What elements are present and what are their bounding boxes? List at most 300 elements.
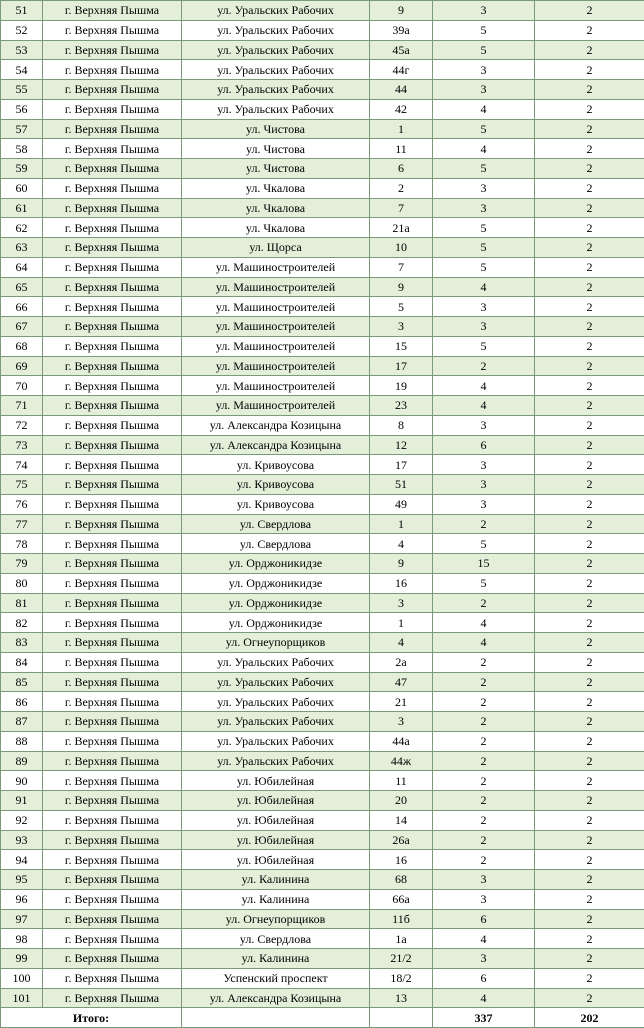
row-number: 58 — [1, 139, 43, 159]
table-row — [1, 652, 644, 672]
street-cell: ул. Юбилейная — [182, 850, 370, 870]
street-cell: ул. Уральских Рабочих — [182, 672, 370, 692]
street-cell: ул. Уральских Рабочих — [182, 652, 370, 672]
table-row — [1, 396, 644, 416]
value-col5-cell: 4 — [433, 396, 535, 416]
house-number-cell: 10 — [370, 238, 433, 258]
value-col6-cell: 2 — [535, 968, 644, 988]
row-number: 65 — [1, 277, 43, 297]
row-number: 70 — [1, 376, 43, 396]
table-row — [1, 791, 644, 811]
value-col5-cell: 2 — [433, 712, 535, 732]
row-number: 87 — [1, 712, 43, 732]
city-cell: г. Верхняя Пышма — [43, 1, 182, 21]
row-number: 62 — [1, 218, 43, 238]
house-number-cell: 11 — [370, 139, 433, 159]
table-row — [1, 376, 644, 396]
value-col6-cell: 2 — [535, 731, 644, 751]
value-col6-cell: 2 — [535, 889, 644, 909]
city-cell: г. Верхняя Пышма — [43, 238, 182, 258]
row-number: 101 — [1, 988, 43, 1008]
value-col6-cell: 2 — [535, 672, 644, 692]
value-col5-cell: 3 — [433, 317, 535, 337]
row-number: 53 — [1, 40, 43, 60]
city-cell: г. Верхняя Пышма — [43, 178, 182, 198]
street-cell: ул. Уральских Рабочих — [182, 731, 370, 751]
row-number: 100 — [1, 968, 43, 988]
value-col6-cell: 2 — [535, 198, 644, 218]
value-col6-cell: 2 — [535, 810, 644, 830]
house-number-cell: 13 — [370, 988, 433, 1008]
city-cell: г. Верхняя Пышма — [43, 159, 182, 179]
house-number-cell: 11б — [370, 909, 433, 929]
street-cell: ул. Уральских Рабочих — [182, 692, 370, 712]
value-col6-cell: 2 — [535, 909, 644, 929]
table-row — [1, 99, 644, 119]
row-number: 97 — [1, 909, 43, 929]
value-col5-cell: 4 — [433, 99, 535, 119]
house-number-cell: 5 — [370, 297, 433, 317]
value-col5-cell: 5 — [433, 573, 535, 593]
house-number-cell: 14 — [370, 810, 433, 830]
street-cell: ул. Кривоусова — [182, 494, 370, 514]
street-cell: ул. Машиностроителей — [182, 317, 370, 337]
value-col6-cell: 2 — [535, 159, 644, 179]
value-col5-cell: 2 — [433, 830, 535, 850]
city-cell: г. Верхняя Пышма — [43, 198, 182, 218]
city-cell: г. Верхняя Пышма — [43, 119, 182, 139]
city-cell: г. Верхняя Пышма — [43, 830, 182, 850]
value-col6-cell: 2 — [535, 988, 644, 1008]
city-cell: г. Верхняя Пышма — [43, 40, 182, 60]
value-col5-cell: 15 — [433, 554, 535, 574]
house-number-cell: 44а — [370, 731, 433, 751]
row-number: 88 — [1, 731, 43, 751]
value-col5-cell: 2 — [433, 692, 535, 712]
row-number: 64 — [1, 257, 43, 277]
value-col6-cell: 2 — [535, 297, 644, 317]
street-cell: Успенский проспект — [182, 968, 370, 988]
table-row — [1, 573, 644, 593]
value-col5-cell: 5 — [433, 20, 535, 40]
row-number: 84 — [1, 652, 43, 672]
city-cell: г. Верхняя Пышма — [43, 218, 182, 238]
street-cell: ул. Орджоникидзе — [182, 613, 370, 633]
table-row — [1, 613, 644, 633]
street-cell: ул. Юбилейная — [182, 810, 370, 830]
street-cell: ул. Чкалова — [182, 178, 370, 198]
value-col6-cell: 2 — [535, 60, 644, 80]
house-number-cell: 23 — [370, 396, 433, 416]
house-number-cell: 1 — [370, 613, 433, 633]
value-col6-cell: 2 — [535, 257, 644, 277]
value-col6-cell: 2 — [535, 514, 644, 534]
city-cell: г. Верхняя Пышма — [43, 396, 182, 416]
row-number: 73 — [1, 435, 43, 455]
row-number: 68 — [1, 336, 43, 356]
row-number: 75 — [1, 475, 43, 495]
value-col5-cell: 3 — [433, 949, 535, 969]
city-cell: г. Верхняя Пышма — [43, 415, 182, 435]
table-row — [1, 870, 644, 890]
total-label: Итого: — [1, 1008, 182, 1028]
street-cell: ул. Огнеупорщиков — [182, 633, 370, 653]
value-col5-cell: 3 — [433, 455, 535, 475]
house-number-cell: 17 — [370, 356, 433, 376]
row-number: 67 — [1, 317, 43, 337]
row-number: 60 — [1, 178, 43, 198]
house-number-cell: 16 — [370, 850, 433, 870]
value-col6-cell: 2 — [535, 475, 644, 495]
street-cell: ул. Чистова — [182, 139, 370, 159]
house-number-cell: 66а — [370, 889, 433, 909]
value-col6-cell: 2 — [535, 435, 644, 455]
value-col6-cell: 2 — [535, 791, 644, 811]
row-number: 66 — [1, 297, 43, 317]
row-number: 94 — [1, 850, 43, 870]
street-cell: ул. Свердлова — [182, 929, 370, 949]
house-number-cell: 9 — [370, 554, 433, 574]
row-number: 56 — [1, 99, 43, 119]
house-number-cell: 1 — [370, 514, 433, 534]
value-col5-cell: 2 — [433, 514, 535, 534]
table-row — [1, 475, 644, 495]
city-cell: г. Верхняя Пышма — [43, 929, 182, 949]
value-col5-cell: 6 — [433, 909, 535, 929]
value-col5-cell: 3 — [433, 870, 535, 890]
street-cell: ул. Калинина — [182, 889, 370, 909]
house-number-cell: 3 — [370, 712, 433, 732]
value-col5-cell: 2 — [433, 810, 535, 830]
value-col5-cell: 2 — [433, 652, 535, 672]
street-cell: ул. Машиностроителей — [182, 297, 370, 317]
table-row — [1, 60, 644, 80]
value-col5-cell: 5 — [433, 159, 535, 179]
value-col6-cell: 2 — [535, 692, 644, 712]
total-empty-street — [182, 1008, 370, 1028]
table-row — [1, 317, 644, 337]
table-body — [1, 1, 644, 1008]
house-number-cell: 16 — [370, 573, 433, 593]
value-col5-cell: 3 — [433, 198, 535, 218]
street-cell: ул. Кривоусова — [182, 455, 370, 475]
table-row — [1, 771, 644, 791]
street-cell: ул. Уральских Рабочих — [182, 99, 370, 119]
city-cell: г. Верхняя Пышма — [43, 652, 182, 672]
street-cell: ул. Уральских Рабочих — [182, 20, 370, 40]
value-col6-cell: 2 — [535, 613, 644, 633]
row-number: 96 — [1, 889, 43, 909]
row-number: 78 — [1, 534, 43, 554]
city-cell: г. Верхняя Пышма — [43, 870, 182, 890]
city-cell: г. Верхняя Пышма — [43, 376, 182, 396]
value-col5-cell: 4 — [433, 613, 535, 633]
value-col5-cell: 5 — [433, 257, 535, 277]
house-number-cell: 42 — [370, 99, 433, 119]
total-empty-house — [370, 1008, 433, 1028]
value-col6-cell: 2 — [535, 593, 644, 613]
table-row — [1, 415, 644, 435]
house-number-cell: 39а — [370, 20, 433, 40]
house-number-cell: 9 — [370, 277, 433, 297]
table-row — [1, 731, 644, 751]
house-number-cell: 9 — [370, 1, 433, 21]
row-number: 77 — [1, 514, 43, 534]
row-number: 79 — [1, 554, 43, 574]
value-col6-cell: 2 — [535, 494, 644, 514]
row-number: 63 — [1, 238, 43, 258]
value-col6-cell: 2 — [535, 415, 644, 435]
value-col5-cell: 4 — [433, 633, 535, 653]
row-number: 76 — [1, 494, 43, 514]
value-col5-cell: 3 — [433, 80, 535, 100]
house-number-cell: 4 — [370, 633, 433, 653]
row-number: 69 — [1, 356, 43, 376]
row-number: 51 — [1, 1, 43, 21]
city-cell: г. Верхняя Пышма — [43, 455, 182, 475]
city-cell: г. Верхняя Пышма — [43, 534, 182, 554]
value-col6-cell: 2 — [535, 771, 644, 791]
value-col5-cell: 2 — [433, 672, 535, 692]
table-row — [1, 593, 644, 613]
street-cell: ул. Машиностроителей — [182, 336, 370, 356]
table-row — [1, 534, 644, 554]
city-cell: г. Верхняя Пышма — [43, 60, 182, 80]
city-cell: г. Верхняя Пышма — [43, 731, 182, 751]
house-number-cell: 2 — [370, 178, 433, 198]
total-sum-col6: 202 — [535, 1008, 644, 1028]
table-row — [1, 40, 644, 60]
street-cell: ул. Орджоникидзе — [182, 573, 370, 593]
value-col5-cell: 3 — [433, 494, 535, 514]
street-cell: ул. Калинина — [182, 870, 370, 890]
value-col5-cell: 6 — [433, 968, 535, 988]
street-cell: ул. Машиностроителей — [182, 277, 370, 297]
street-cell: ул. Уральских Рабочих — [182, 60, 370, 80]
street-cell: ул. Калинина — [182, 949, 370, 969]
city-cell: г. Верхняя Пышма — [43, 336, 182, 356]
house-number-cell: 49 — [370, 494, 433, 514]
value-col6-cell: 2 — [535, 317, 644, 337]
value-col5-cell: 3 — [433, 178, 535, 198]
value-col6-cell: 2 — [535, 712, 644, 732]
street-cell: ул. Свердлова — [182, 514, 370, 534]
house-number-cell: 1а — [370, 929, 433, 949]
value-col6-cell: 2 — [535, 633, 644, 653]
house-number-cell: 15 — [370, 336, 433, 356]
house-number-cell: 20 — [370, 791, 433, 811]
city-cell: г. Верхняя Пышма — [43, 257, 182, 277]
value-col5-cell: 2 — [433, 593, 535, 613]
value-col5-cell: 4 — [433, 929, 535, 949]
table-row — [1, 751, 644, 771]
city-cell: г. Верхняя Пышма — [43, 712, 182, 732]
table-row — [1, 218, 644, 238]
house-number-cell: 4 — [370, 534, 433, 554]
value-col5-cell: 3 — [433, 60, 535, 80]
value-col5-cell: 6 — [433, 435, 535, 455]
house-number-cell: 3 — [370, 317, 433, 337]
row-number: 81 — [1, 593, 43, 613]
city-cell: г. Верхняя Пышма — [43, 593, 182, 613]
table-row — [1, 238, 644, 258]
house-number-cell: 44ж — [370, 751, 433, 771]
table-row — [1, 850, 644, 870]
table-row — [1, 119, 644, 139]
row-number: 93 — [1, 830, 43, 850]
table-row — [1, 277, 644, 297]
table-row — [1, 554, 644, 574]
table-row — [1, 178, 644, 198]
row-number: 95 — [1, 870, 43, 890]
street-cell: ул. Огнеупорщиков — [182, 909, 370, 929]
house-number-cell: 7 — [370, 198, 433, 218]
value-col6-cell: 2 — [535, 870, 644, 890]
city-cell: г. Верхняя Пышма — [43, 475, 182, 495]
city-cell: г. Верхняя Пышма — [43, 356, 182, 376]
street-cell: ул. Чистова — [182, 119, 370, 139]
value-col6-cell: 2 — [535, 218, 644, 238]
table-row — [1, 494, 644, 514]
table-row — [1, 830, 644, 850]
table-row — [1, 692, 644, 712]
table-row — [1, 198, 644, 218]
value-col6-cell: 2 — [535, 534, 644, 554]
table-row — [1, 712, 644, 732]
street-cell: ул. Юбилейная — [182, 830, 370, 850]
house-number-cell: 21/2 — [370, 949, 433, 969]
value-col6-cell: 2 — [535, 376, 644, 396]
row-number: 90 — [1, 771, 43, 791]
value-col5-cell: 2 — [433, 731, 535, 751]
value-col5-cell: 5 — [433, 336, 535, 356]
table-row — [1, 909, 644, 929]
city-cell: г. Верхняя Пышма — [43, 791, 182, 811]
house-number-cell: 11 — [370, 771, 433, 791]
row-number: 80 — [1, 573, 43, 593]
street-cell: ул. Уральских Рабочих — [182, 1, 370, 21]
house-number-cell: 19 — [370, 376, 433, 396]
house-number-cell: 17 — [370, 455, 433, 475]
street-cell: ул. Свердлова — [182, 534, 370, 554]
value-col5-cell: 2 — [433, 356, 535, 376]
street-cell: ул. Орджоникидзе — [182, 593, 370, 613]
table-row — [1, 514, 644, 534]
table-row — [1, 20, 644, 40]
row-number: 86 — [1, 692, 43, 712]
row-number: 83 — [1, 633, 43, 653]
city-cell: г. Верхняя Пышма — [43, 99, 182, 119]
row-number: 85 — [1, 672, 43, 692]
street-cell: ул. Чистова — [182, 159, 370, 179]
street-cell: ул. Машиностроителей — [182, 356, 370, 376]
house-number-cell: 21а — [370, 218, 433, 238]
value-col6-cell: 2 — [535, 396, 644, 416]
house-number-cell: 26а — [370, 830, 433, 850]
house-number-cell: 45а — [370, 40, 433, 60]
table-row — [1, 257, 644, 277]
value-col5-cell: 4 — [433, 988, 535, 1008]
city-cell: г. Верхняя Пышма — [43, 692, 182, 712]
city-cell: г. Верхняя Пышма — [43, 889, 182, 909]
house-number-cell: 47 — [370, 672, 433, 692]
street-cell: ул. Уральских Рабочих — [182, 80, 370, 100]
table-row — [1, 949, 644, 969]
city-cell: г. Верхняя Пышма — [43, 988, 182, 1008]
value-col6-cell: 2 — [535, 652, 644, 672]
value-col6-cell: 2 — [535, 336, 644, 356]
row-number: 57 — [1, 119, 43, 139]
value-col6-cell: 2 — [535, 1, 644, 21]
house-number-cell: 44 — [370, 80, 433, 100]
street-cell: ул. Александра Козицына — [182, 988, 370, 1008]
city-cell: г. Верхняя Пышма — [43, 672, 182, 692]
house-number-cell: 18/2 — [370, 968, 433, 988]
city-cell: г. Верхняя Пышма — [43, 80, 182, 100]
value-col6-cell: 2 — [535, 178, 644, 198]
table-row — [1, 139, 644, 159]
table-row — [1, 889, 644, 909]
value-col6-cell: 2 — [535, 830, 644, 850]
street-cell: ул. Кривоусова — [182, 475, 370, 495]
street-cell: ул. Щорса — [182, 238, 370, 258]
city-cell: г. Верхняя Пышма — [43, 909, 182, 929]
street-cell: ул. Александра Козицына — [182, 435, 370, 455]
value-col6-cell: 2 — [535, 554, 644, 574]
row-number: 61 — [1, 198, 43, 218]
value-col6-cell: 2 — [535, 949, 644, 969]
city-cell: г. Верхняя Пышма — [43, 139, 182, 159]
city-cell: г. Верхняя Пышма — [43, 297, 182, 317]
value-col6-cell: 2 — [535, 40, 644, 60]
street-cell: ул. Уральских Рабочих — [182, 712, 370, 732]
value-col5-cell: 2 — [433, 771, 535, 791]
house-number-cell: 3 — [370, 593, 433, 613]
city-cell: г. Верхняя Пышма — [43, 751, 182, 771]
city-cell: г. Верхняя Пышма — [43, 277, 182, 297]
value-col6-cell: 2 — [535, 139, 644, 159]
city-cell: г. Верхняя Пышма — [43, 633, 182, 653]
value-col5-cell: 5 — [433, 40, 535, 60]
city-cell: г. Верхняя Пышма — [43, 949, 182, 969]
value-col6-cell: 2 — [535, 751, 644, 771]
value-col6-cell: 2 — [535, 573, 644, 593]
street-cell: ул. Юбилейная — [182, 771, 370, 791]
row-number: 72 — [1, 415, 43, 435]
value-col6-cell: 2 — [535, 80, 644, 100]
table-row — [1, 672, 644, 692]
city-cell: г. Верхняя Пышма — [43, 771, 182, 791]
city-cell: г. Верхняя Пышма — [43, 20, 182, 40]
house-number-cell: 8 — [370, 415, 433, 435]
house-number-cell: 21 — [370, 692, 433, 712]
value-col5-cell: 4 — [433, 376, 535, 396]
value-col6-cell: 2 — [535, 850, 644, 870]
value-col5-cell: 3 — [433, 1, 535, 21]
total-sum-col5: 337 — [433, 1008, 535, 1028]
row-number: 92 — [1, 810, 43, 830]
row-number: 99 — [1, 949, 43, 969]
row-number: 55 — [1, 80, 43, 100]
street-cell: ул. Орджоникидзе — [182, 554, 370, 574]
house-number-cell: 2а — [370, 652, 433, 672]
row-number: 54 — [1, 60, 43, 80]
total-row — [1, 1008, 644, 1028]
street-cell: ул. Уральских Рабочих — [182, 751, 370, 771]
row-number: 59 — [1, 159, 43, 179]
value-col6-cell: 2 — [535, 20, 644, 40]
table-row — [1, 356, 644, 376]
